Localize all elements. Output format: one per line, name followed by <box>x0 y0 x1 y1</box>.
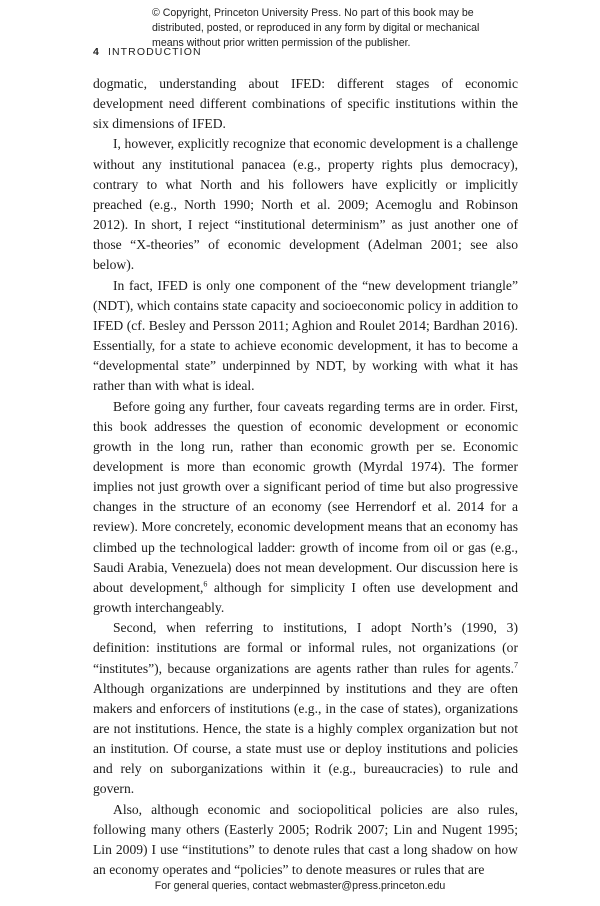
paragraph: dogmatic, understanding about IFED: different stages of economic development need different combinations of specific institutions within the six dimensions of IFED. <box>93 76 518 132</box>
copyright-line: means without prior written permission of the publisher. <box>152 37 411 49</box>
paragraph: In fact, IFED is only one component of the “new development triangle” (NDT), which contains state capacity and socioeconomic policy in addition to IFED (cf. Besley and Persson 2011; Aghion and Roulet 2014; Bardhan 2016). Essentially, for a state to achieve economic development, it has to become a “developmental state” underpinned by NDT, by working with what it has rather than with what is ideal. <box>93 277 518 394</box>
paragraph-text: Before going any further, four caveats regarding terms are in order. First, this book addresses the question of economic development or economic growth in the long run, rather than economic growth per se. Economic development is more than economic growth (Myrdal 1974). The former implies not just growth over a significant period of time but also progressive changes in the structure of an economy (see Herrendorf et al. 2014 for a review). More concretely, economic development means that an economy has climbed up the technological ladder: growth of income from oil or gas (e.g., Saudi Arabia, Venezuela) does not mean development. Our discussion here is about development, <box>93 398 518 595</box>
copyright-notice <box>152 6 492 51</box>
body-text <box>93 74 518 880</box>
running-head <box>93 46 202 58</box>
footnote-marker[interactable]: 6 <box>203 579 208 589</box>
chapter-title: INTRODUCTION <box>107 46 202 58</box>
paragraph: Also, although economic and sociopolitical policies are also rules, following many others (Easterly 2005; Rodrik 2007; Lin and Nugent 1995; Lin 2009) I use “institutions” to denote rules that cast a long shadow on how an economy operates and “policies” to denote measures or rules that are <box>93 801 518 878</box>
paragraph: I, however, explicitly recognize that economic development is a challenge without any institutional panacea (e.g., property rights plus democracy), contrary to what North and his followers have explicitly or implicitly preached (e.g., North 1990; North et al. 2009; Acemoglu and Robinson 2012). In short, I reject “institutional determinism” as just another one of those “X-theories” of economic development (Adelman 2001; see also below). <box>93 136 518 273</box>
paragraph-text: Second, when referring to institutions, I adopt North’s (1990, 3) definition: institutions are formal or informal rules, not organizations (or “institutes”), because organizations are agents rather than rules for agents. <box>93 620 518 676</box>
paragraph <box>93 618 518 799</box>
footer-note: For general queries, contact webmaster@press.princeton.edu <box>154 880 446 892</box>
page-number: 4 <box>93 46 100 58</box>
copyright-line: © Copyright, Princeton University Press. No part of this book may be <box>152 7 474 19</box>
footnote-marker[interactable]: 7 <box>514 660 518 669</box>
copyright-line: distributed, posted, or reproduced in any form by digital or mechanical <box>152 22 480 34</box>
paragraph-text: Although organizations are underpinned by institutions and they are often makers and enforcers of institutions (e.g., in the case of states), organizations are not institutions. Hence, the state is a highly complex organization but not an institution. Of course, a state must use or deploy institutions and policies and rely on suborganizations within it (e.g., bureaucracies) to rule and govern. <box>93 680 518 797</box>
paragraph-text: although for simplicity I often use development and growth interchangeably. <box>93 579 518 616</box>
paragraph <box>93 397 518 619</box>
